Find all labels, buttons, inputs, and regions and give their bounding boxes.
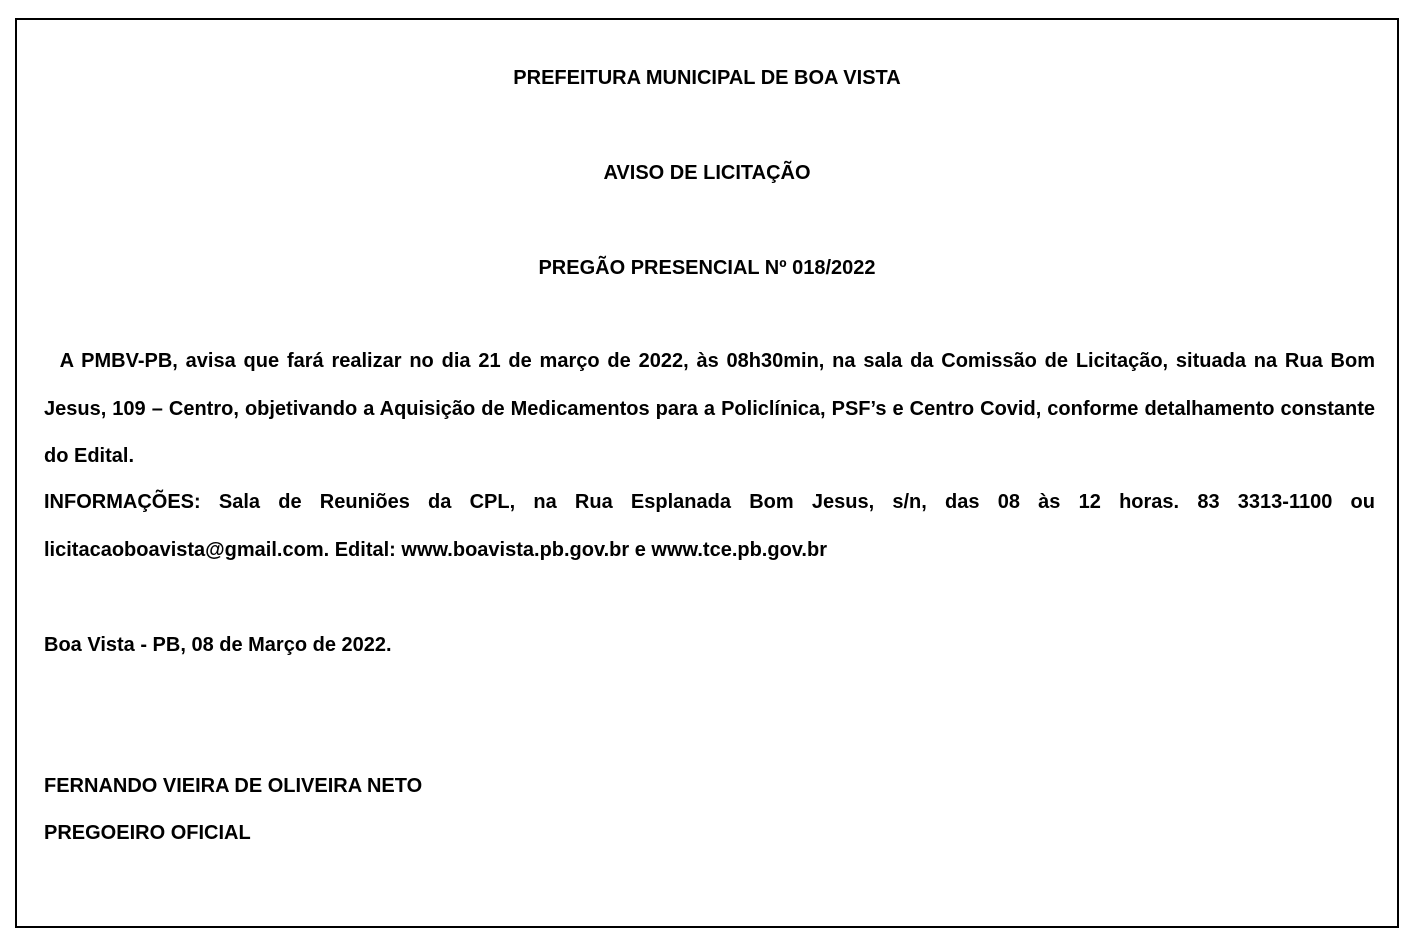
signer-role: PREGOEIRO OFICIAL	[44, 822, 251, 844]
notice-body-paragraph: A PMBV-PB, avisa que fará realizar no dia 21 de março de 2022, às 08h30min, na sala da Comissão de Licitação, situada na Rua Bom Jesus, 109 – Centro, objetivando a Aquisição de Medicamentos para a Policlínica, PSF’s e Centro Covid, conforme detalhamento constante do Edital.	[44, 350, 1375, 467]
place-and-date: Boa Vista - PB, 08 de Março de 2022.	[44, 634, 392, 656]
signer-name: FERNANDO VIEIRA DE OLIVEIRA NETO	[44, 775, 423, 797]
notice-title: AVISO DE LICITAÇÃO	[603, 162, 811, 184]
information-paragraph: INFORMAÇÕES: Sala de Reuniões da CPL, na Rua Esplanada Bom Jesus, s/n, das 08 às 12 horas. 83 3313-1100 ou licitacaoboavista@gmail.com. Edital: www.boavista.pb.gov.br e www.tce.pb.gov.br	[44, 491, 1375, 561]
notice-border-frame	[15, 18, 1399, 928]
issuer-title: PREFEITURA MUNICIPAL DE BOA VISTA	[513, 67, 901, 89]
auction-number-title: PREGÃO PRESENCIAL Nº 018/2022	[538, 257, 876, 279]
